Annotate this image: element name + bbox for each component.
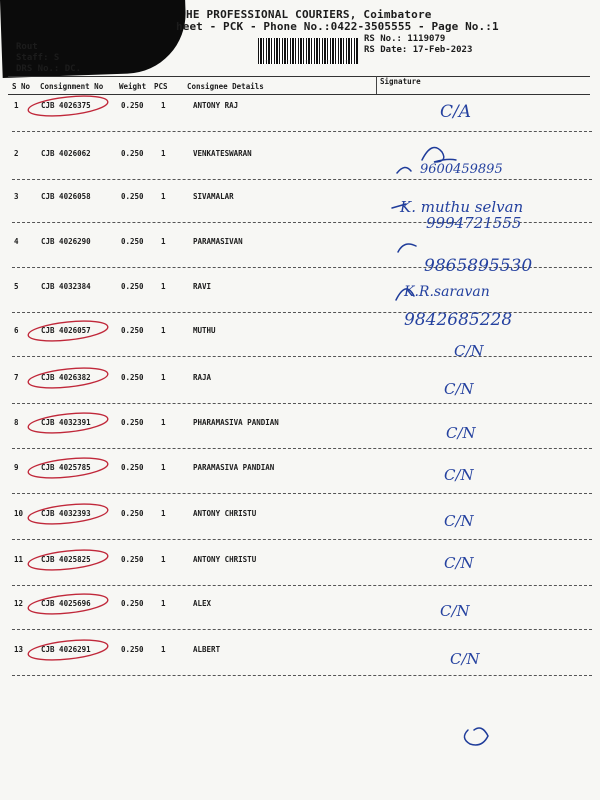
row-pcs: 1 [161,463,166,472]
row-pcs: 1 [161,418,166,427]
row-consignee: ANTONY CHRISTU [193,509,257,518]
row-pcs: 1 [161,282,166,291]
row-separator [12,675,592,676]
phone-3: 9994721555 [426,214,522,232]
row-consignment: CJB 4032384 [41,282,91,291]
row-sno: 12 [14,599,24,608]
row-weight: 0.250 [121,373,144,382]
row-separator [12,629,592,630]
row-sno: 5 [14,282,19,291]
row-consignment: CJB 4032391 [41,418,91,427]
rs-date: RS Date: 17-Feb-2023 [364,45,473,55]
row-consignee: PHARAMASIVA PANDIAN [193,418,279,427]
row-weight: 0.250 [121,326,144,335]
table-top-rule [8,76,590,77]
row-pcs: 1 [161,555,166,564]
table-row [0,149,600,169]
circled-mark [22,318,112,344]
signature-6: C/N [454,342,484,360]
row-pcs: 1 [161,373,166,382]
row-consignee: VENKATESWARAN [193,149,252,158]
row-consignee: MUTHU [193,326,216,335]
initial-mark [464,728,488,745]
row-consignee: ANTONY CHRISTU [193,555,257,564]
row-weight: 0.250 [121,645,144,654]
drs-label: DRS No.: DC. [16,64,82,74]
table-row [0,282,600,302]
row-consignment: CJB 4025825 [41,555,91,564]
row-sno: 6 [14,326,19,335]
row-consignment: CJB 4032393 [41,509,91,518]
row-consignment: CJB 4026057 [41,326,91,335]
row-pcs: 1 [161,599,166,608]
route-label: Rout [16,42,38,52]
circled-mark [22,547,112,573]
row-consignment: CJB 4026058 [41,192,91,201]
row-consignee: PARAMASIVA PANDIAN [193,463,275,472]
signature-3: K. muthu selvan [400,198,524,216]
circled-mark [22,455,112,481]
row-weight: 0.250 [121,101,144,110]
row-pcs: 1 [161,101,166,110]
row-sno: 7 [14,373,19,382]
signature-10: C/N [444,512,474,530]
row-separator [12,493,592,494]
table-row [0,237,600,257]
signature-9: C/N [444,466,474,484]
row-pcs: 1 [161,149,166,158]
row-pcs: 1 [161,192,166,201]
signature-13: C/N [450,650,480,668]
row-separator [12,539,592,540]
row-sno: 4 [14,237,19,246]
row-weight: 0.250 [121,192,144,201]
row-sno: 3 [14,192,19,201]
row-weight: 0.250 [121,555,144,564]
col-sno: S No [12,82,31,91]
row-consignee: RAVI [193,282,212,291]
row-consignment: CJB 4025696 [41,599,91,608]
row-weight: 0.250 [121,509,144,518]
row-consignment: CJB 4026062 [41,149,91,158]
signature-11: C/N [444,554,474,572]
col-pcs: PCS [154,82,168,91]
row-consignment: CJB 4025785 [41,463,91,472]
signature-column-divider [376,76,377,94]
row-sno: 10 [14,509,24,518]
signature-12: C/N [440,602,470,620]
signature-5: K.R.saravan [404,284,490,300]
signature-8: C/N [446,424,476,442]
col-signature: Signature [380,77,421,86]
rs-number: RS No.: 1119079 [364,34,446,44]
row-sno: 11 [14,555,24,564]
row-consignment: CJB 4026291 [41,645,91,654]
row-pcs: 1 [161,645,166,654]
row-sno: 8 [14,418,19,427]
row-separator [12,356,592,357]
row-pcs: 1 [161,509,166,518]
barcode [258,38,358,64]
row-consignment: CJB 4026290 [41,237,91,246]
row-pcs: 1 [161,237,166,246]
row-sno: 2 [14,149,19,158]
row-weight: 0.250 [121,463,144,472]
row-weight: 0.250 [121,599,144,608]
signature-7: C/N [444,380,474,398]
phone-4: 9865895530 [424,256,533,276]
row-weight: 0.250 [121,282,144,291]
row-consignee: SIVAMALAR [193,192,234,201]
circled-mark [22,365,112,391]
row-separator [12,403,592,404]
row-weight: 0.250 [121,149,144,158]
row-consignee: ANTONY RAJ [193,101,239,110]
staff-label: Staff: S [16,53,60,63]
row-pcs: 1 [161,326,166,335]
row-sno: 9 [14,463,19,472]
row-consignee: ALBERT [193,645,221,654]
row-sno: 1 [14,101,19,110]
row-sno: 13 [14,645,24,654]
col-consignee: Consignee Details [187,82,264,91]
col-consignment: Consignment No [40,82,104,91]
circled-mark [22,591,112,617]
row-weight: 0.250 [121,418,144,427]
col-weight: Weight [119,82,147,91]
row-separator [12,448,592,449]
signature-1: C/A [440,102,472,122]
row-separator [12,585,592,586]
phone-2: 9600459895 [420,162,503,177]
row-consignee: PARAMASIVAN [193,237,243,246]
row-separator [12,131,592,132]
phone-5: 9842685228 [404,310,513,330]
row-consignee: ALEX [193,599,212,608]
company-title: HE PROFESSIONAL COURIERS, Coimbatore [186,8,432,21]
row-weight: 0.250 [121,237,144,246]
row-consignee: RAJA [193,373,212,382]
circled-mark [22,501,112,527]
circled-mark [22,410,112,436]
sheet-title: heet - PCK - Phone No.:0422-3505555 - Page No.:1 [176,20,499,33]
row-consignment: CJB 4026375 [41,101,91,110]
row-consignment: CJB 4026382 [41,373,91,382]
row-separator [12,179,592,180]
circled-mark [22,637,112,663]
circled-mark [22,93,112,119]
